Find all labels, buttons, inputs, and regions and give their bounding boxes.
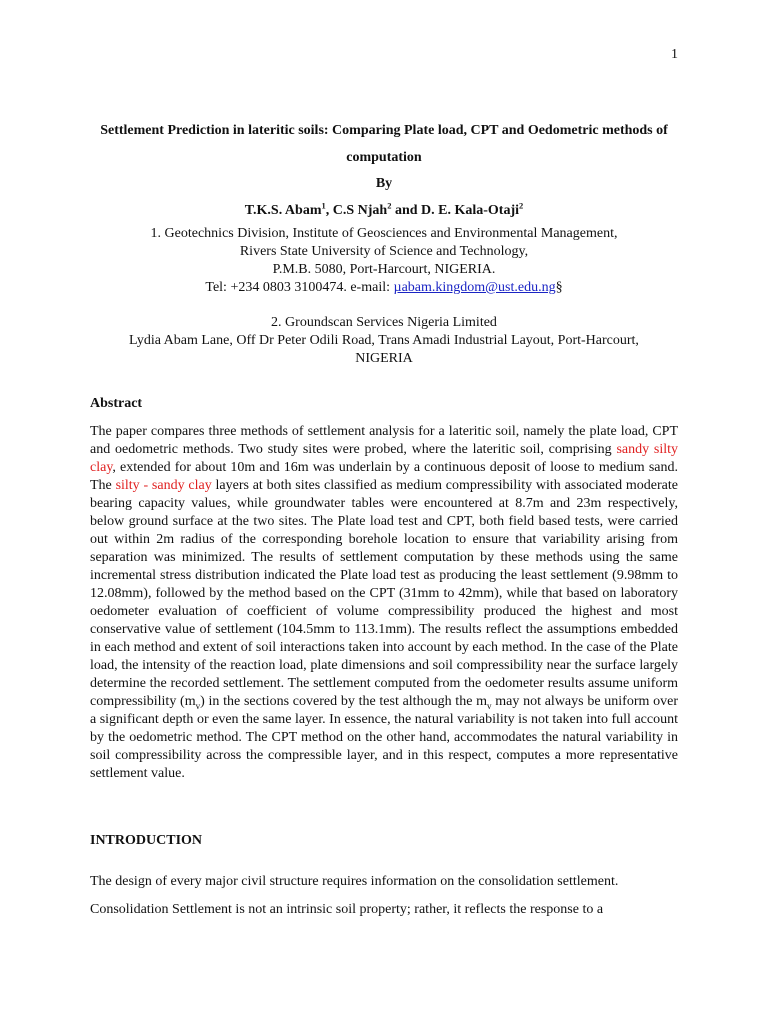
abstract-paragraph (90, 423, 678, 783)
email-link[interactable]: µabam.kingdom@ust.edu.ng (393, 280, 556, 295)
author-affiliation-mark: 2 (387, 199, 392, 210)
abstract-text: , extended for about 10m and 16m was underlain by a continuous deposit of loose to medium sand. The (90, 460, 678, 493)
introduction-paragraph: Consolidation Settlement is not an intrinsic soil property; rather, it reflects the response to a (90, 902, 604, 917)
introduction-paragraph: The design of every major civil structure requires information on the consolidation settlement. (90, 874, 619, 889)
paper-header (90, 118, 678, 368)
subscript: v (195, 700, 201, 711)
introduction-body (90, 868, 678, 924)
affiliation-line: Rivers State University of Science and Technology, (239, 244, 529, 259)
affiliation-1 (90, 225, 678, 297)
highlighted-term: sandy silty clay (90, 442, 679, 475)
abstract-text: The paper compares three methods of settlement analysis for a lateritic soil, namely the plate load, CPT and oedometric methods. Two study sites were probed, where the lateritic soil, comprising (90, 424, 678, 457)
affiliation-line: NIGERIA (355, 351, 413, 366)
highlighted-term: silty - sandy clay (115, 478, 212, 493)
affiliation-line: 1. Geotechnics Division, Institute of Geosciences and Environmental Management, (150, 226, 618, 241)
introduction-heading: INTRODUCTION (90, 833, 203, 848)
affiliation-line: 2. Groundscan Services Nigeria Limited (271, 315, 497, 330)
email-suffix: § (555, 280, 563, 295)
author-name: C.S Njah (332, 202, 388, 218)
author-affiliation-mark: 1 (321, 199, 326, 210)
author-separator: and (391, 202, 422, 218)
telephone-text: Tel: +234 0803 3100474. e-mail: (205, 280, 394, 295)
abstract-text: ) in the sections covered by the test although the m (200, 694, 488, 709)
affiliation-line: P.M.B. 5080, Port-Harcourt, NIGERIA. (272, 262, 496, 277)
abstract-text: may not always be uniform over a significant depth or even the same layer. In essence, the natural variability is not taken into full account by the oedometric method. The CPT method on the other hand, accommodates the natural variability in soil compressibility across the compressible layer, and in this respect, computes a more representative settlement value. (90, 694, 678, 781)
abstract-heading: Abstract (90, 396, 143, 411)
affiliation-line: Lydia Abam Lane, Off Dr Peter Odili Road, Trans Amadi Industrial Layout, Port-Harcourt, (129, 333, 639, 348)
by-label: By (375, 176, 393, 191)
subscript: v (487, 700, 492, 711)
page-number: 1 (671, 47, 678, 62)
abstract-text: layers at both sites classified as medium compressibility with associated moderate bearing capacity values, while groundwater tables were encountered at 8.7m and 23m respectively, below ground surface at the two sites. The Plate load test and CPT, both field based tests, were carried out within 2m radius of the corresponding borehole location to ensure that variability arising from separation was minimized. The results of settlement computation by these methods using the same incremental stress distribution indicated the Plate load test as producing the least settlement (9.98mm to 12.08mm), followed by the method based on the CPT (31mm to 42mm), while that based on laboratory oedometer evaluation of coefficient of volume compressibility produced the highest and most conservative value of settlement (104.5mm to 113.1mm). The results reflect the assumptions embedded in each method and extent of soil interactions taken into account by each method. In the case of the Plate load, the intensity of the reaction load, plate dimensions and soil compressibility near the surface largely determine the recorded settlement. The settlement computed from the oedometer results assume uniform compressibility (m (90, 478, 678, 709)
author-list (90, 198, 678, 225)
contact-line (90, 279, 678, 297)
author-affiliation-mark: 2 (519, 199, 524, 210)
author-name: T.K.S. Abam (244, 202, 322, 218)
affiliation-2 (90, 314, 678, 368)
paper-title: Settlement Prediction in lateritic soils: Comparing Plate load, CPT and Oedometric methods of computation (100, 123, 668, 165)
author-name: D. E. Kala-Otaji (421, 202, 520, 218)
author-separator: , (325, 202, 333, 218)
